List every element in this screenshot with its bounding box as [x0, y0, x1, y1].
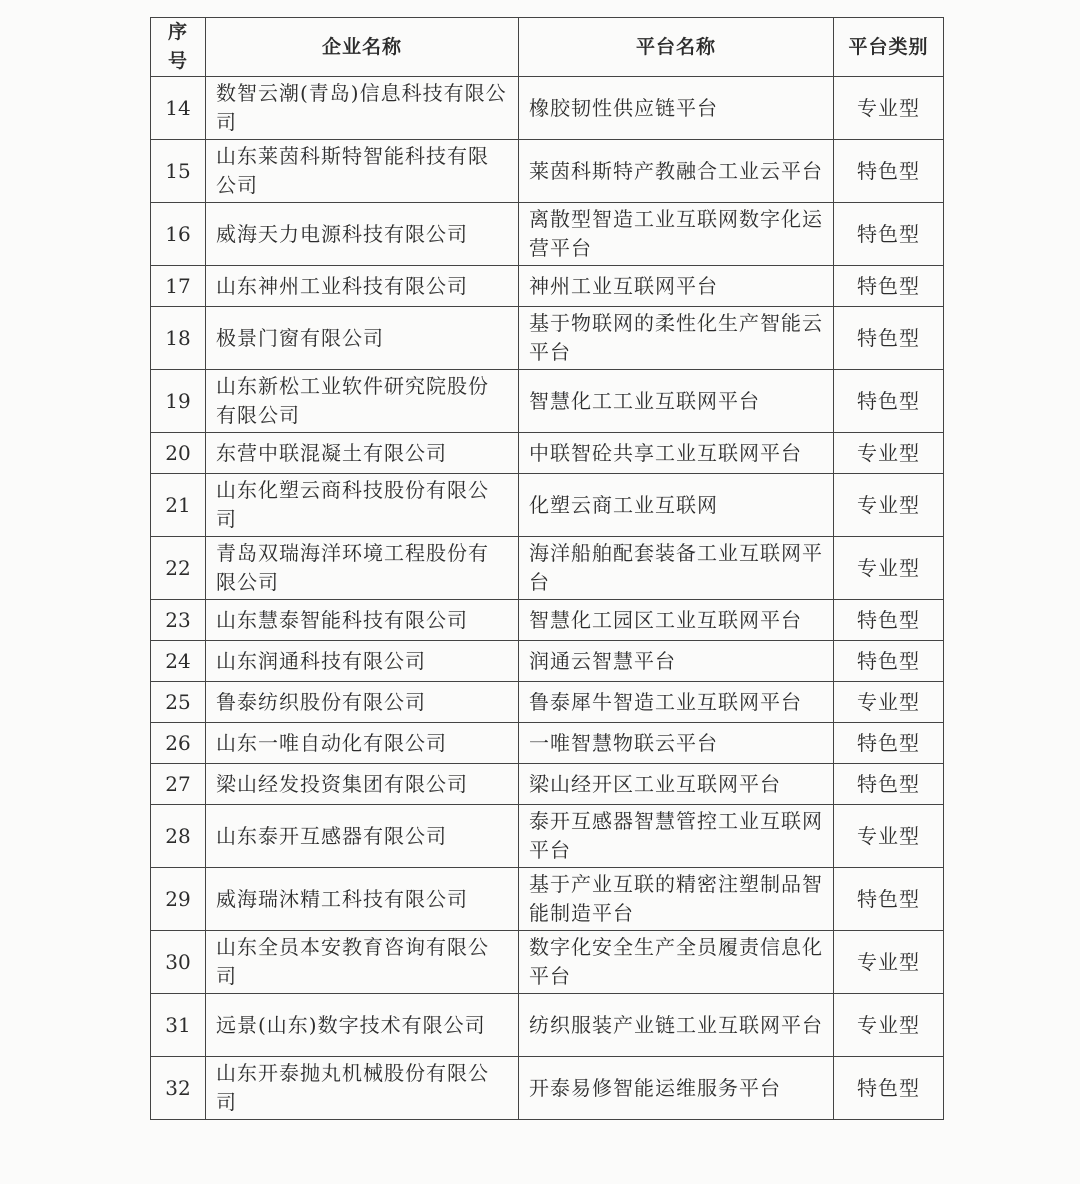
platform-type: 特色型 — [834, 370, 944, 433]
table-body — [151, 77, 944, 1120]
company-name: 山东化塑云商科技股份有限公司 — [206, 474, 519, 537]
table-row — [151, 77, 944, 140]
table-row — [151, 203, 944, 266]
platform-type: 专业型 — [834, 77, 944, 140]
company-name: 威海瑞沐精工科技有限公司 — [206, 868, 519, 931]
table-row — [151, 370, 944, 433]
platform-name: 润通云智慧平台 — [519, 641, 834, 682]
company-name: 山东全员本安教育咨询有限公司 — [206, 931, 519, 994]
platform-name: 开泰易修智能运维服务平台 — [519, 1057, 834, 1120]
header-platform-type: 平台类别 — [834, 18, 944, 77]
platform-name: 数字化安全生产全员履责信息化平台 — [519, 931, 834, 994]
platform-name: 离散型智造工业互联网数字化运营平台 — [519, 203, 834, 266]
company-name: 山东新松工业软件研究院股份有限公司 — [206, 370, 519, 433]
platform-name: 梁山经开区工业互联网平台 — [519, 764, 834, 805]
platform-name: 莱茵科斯特产教融合工业云平台 — [519, 140, 834, 203]
platform-type: 专业型 — [834, 433, 944, 474]
company-name: 山东慧泰智能科技有限公司 — [206, 600, 519, 641]
row-number: 29 — [151, 868, 206, 931]
platform-type: 专业型 — [834, 994, 944, 1057]
platform-type: 专业型 — [834, 931, 944, 994]
company-name: 鲁泰纺织股份有限公司 — [206, 682, 519, 723]
row-number: 14 — [151, 77, 206, 140]
platform-type: 特色型 — [834, 600, 944, 641]
company-name: 山东泰开互感器有限公司 — [206, 805, 519, 868]
platform-type: 特色型 — [834, 723, 944, 764]
row-number: 24 — [151, 641, 206, 682]
header-platform-name: 平台名称 — [519, 18, 834, 77]
platform-name: 基于物联网的柔性化生产智能云平台 — [519, 307, 834, 370]
platform-type: 特色型 — [834, 307, 944, 370]
row-number: 27 — [151, 764, 206, 805]
header-company-name: 企业名称 — [206, 18, 519, 77]
row-number: 20 — [151, 433, 206, 474]
company-name: 山东润通科技有限公司 — [206, 641, 519, 682]
company-name: 青岛双瑞海洋环境工程股份有限公司 — [206, 537, 519, 600]
table-row — [151, 1057, 944, 1120]
platform-name: 鲁泰犀牛智造工业互联网平台 — [519, 682, 834, 723]
company-name: 极景门窗有限公司 — [206, 307, 519, 370]
row-number: 31 — [151, 994, 206, 1057]
table-row — [151, 641, 944, 682]
platform-table — [150, 17, 944, 1120]
company-name: 远景(山东)数字技术有限公司 — [206, 994, 519, 1057]
platform-name: 橡胶韧性供应链平台 — [519, 77, 834, 140]
company-name: 威海天力电源科技有限公司 — [206, 203, 519, 266]
row-number: 19 — [151, 370, 206, 433]
table-row — [151, 433, 944, 474]
table-header-row — [151, 18, 944, 77]
row-number: 21 — [151, 474, 206, 537]
row-number: 28 — [151, 805, 206, 868]
platform-name: 智慧化工工业互联网平台 — [519, 370, 834, 433]
table-row — [151, 307, 944, 370]
platform-name: 神州工业互联网平台 — [519, 266, 834, 307]
header-serial-number: 序号 — [151, 18, 206, 77]
company-name: 梁山经发投资集团有限公司 — [206, 764, 519, 805]
table-row — [151, 764, 944, 805]
platform-type: 专业型 — [834, 537, 944, 600]
table-row — [151, 140, 944, 203]
platform-name: 化塑云商工业互联网 — [519, 474, 834, 537]
platform-name: 一唯智慧物联云平台 — [519, 723, 834, 764]
company-name: 山东神州工业科技有限公司 — [206, 266, 519, 307]
platform-type: 特色型 — [834, 266, 944, 307]
platform-type: 专业型 — [834, 682, 944, 723]
company-name: 东营中联混凝土有限公司 — [206, 433, 519, 474]
company-name: 山东开泰抛丸机械股份有限公司 — [206, 1057, 519, 1120]
platform-type: 专业型 — [834, 474, 944, 537]
table-row — [151, 474, 944, 537]
table-row — [151, 868, 944, 931]
platform-type: 特色型 — [834, 140, 944, 203]
company-name: 山东莱茵科斯特智能科技有限公司 — [206, 140, 519, 203]
company-name: 数智云潮(青岛)信息科技有限公司 — [206, 77, 519, 140]
table-row — [151, 266, 944, 307]
platform-name: 纺织服装产业链工业互联网平台 — [519, 994, 834, 1057]
table-row — [151, 600, 944, 641]
company-name: 山东一唯自动化有限公司 — [206, 723, 519, 764]
table-row — [151, 537, 944, 600]
row-number: 17 — [151, 266, 206, 307]
platform-name: 海洋船舶配套装备工业互联网平台 — [519, 537, 834, 600]
table-row — [151, 805, 944, 868]
row-number: 32 — [151, 1057, 206, 1120]
row-number: 16 — [151, 203, 206, 266]
row-number: 26 — [151, 723, 206, 764]
row-number: 30 — [151, 931, 206, 994]
row-number: 22 — [151, 537, 206, 600]
row-number: 15 — [151, 140, 206, 203]
platform-type: 专业型 — [834, 805, 944, 868]
table-row — [151, 931, 944, 994]
platform-name: 中联智砼共享工业互联网平台 — [519, 433, 834, 474]
table-row — [151, 682, 944, 723]
row-number: 18 — [151, 307, 206, 370]
platform-type: 特色型 — [834, 868, 944, 931]
platform-type: 特色型 — [834, 203, 944, 266]
platform-type: 特色型 — [834, 641, 944, 682]
table-row — [151, 723, 944, 764]
row-number: 23 — [151, 600, 206, 641]
platform-name: 基于产业互联的精密注塑制品智能制造平台 — [519, 868, 834, 931]
table-row — [151, 994, 944, 1057]
platform-name: 泰开互感器智慧管控工业互联网平台 — [519, 805, 834, 868]
platform-name: 智慧化工园区工业互联网平台 — [519, 600, 834, 641]
row-number: 25 — [151, 682, 206, 723]
platform-type: 特色型 — [834, 764, 944, 805]
platform-type: 特色型 — [834, 1057, 944, 1120]
